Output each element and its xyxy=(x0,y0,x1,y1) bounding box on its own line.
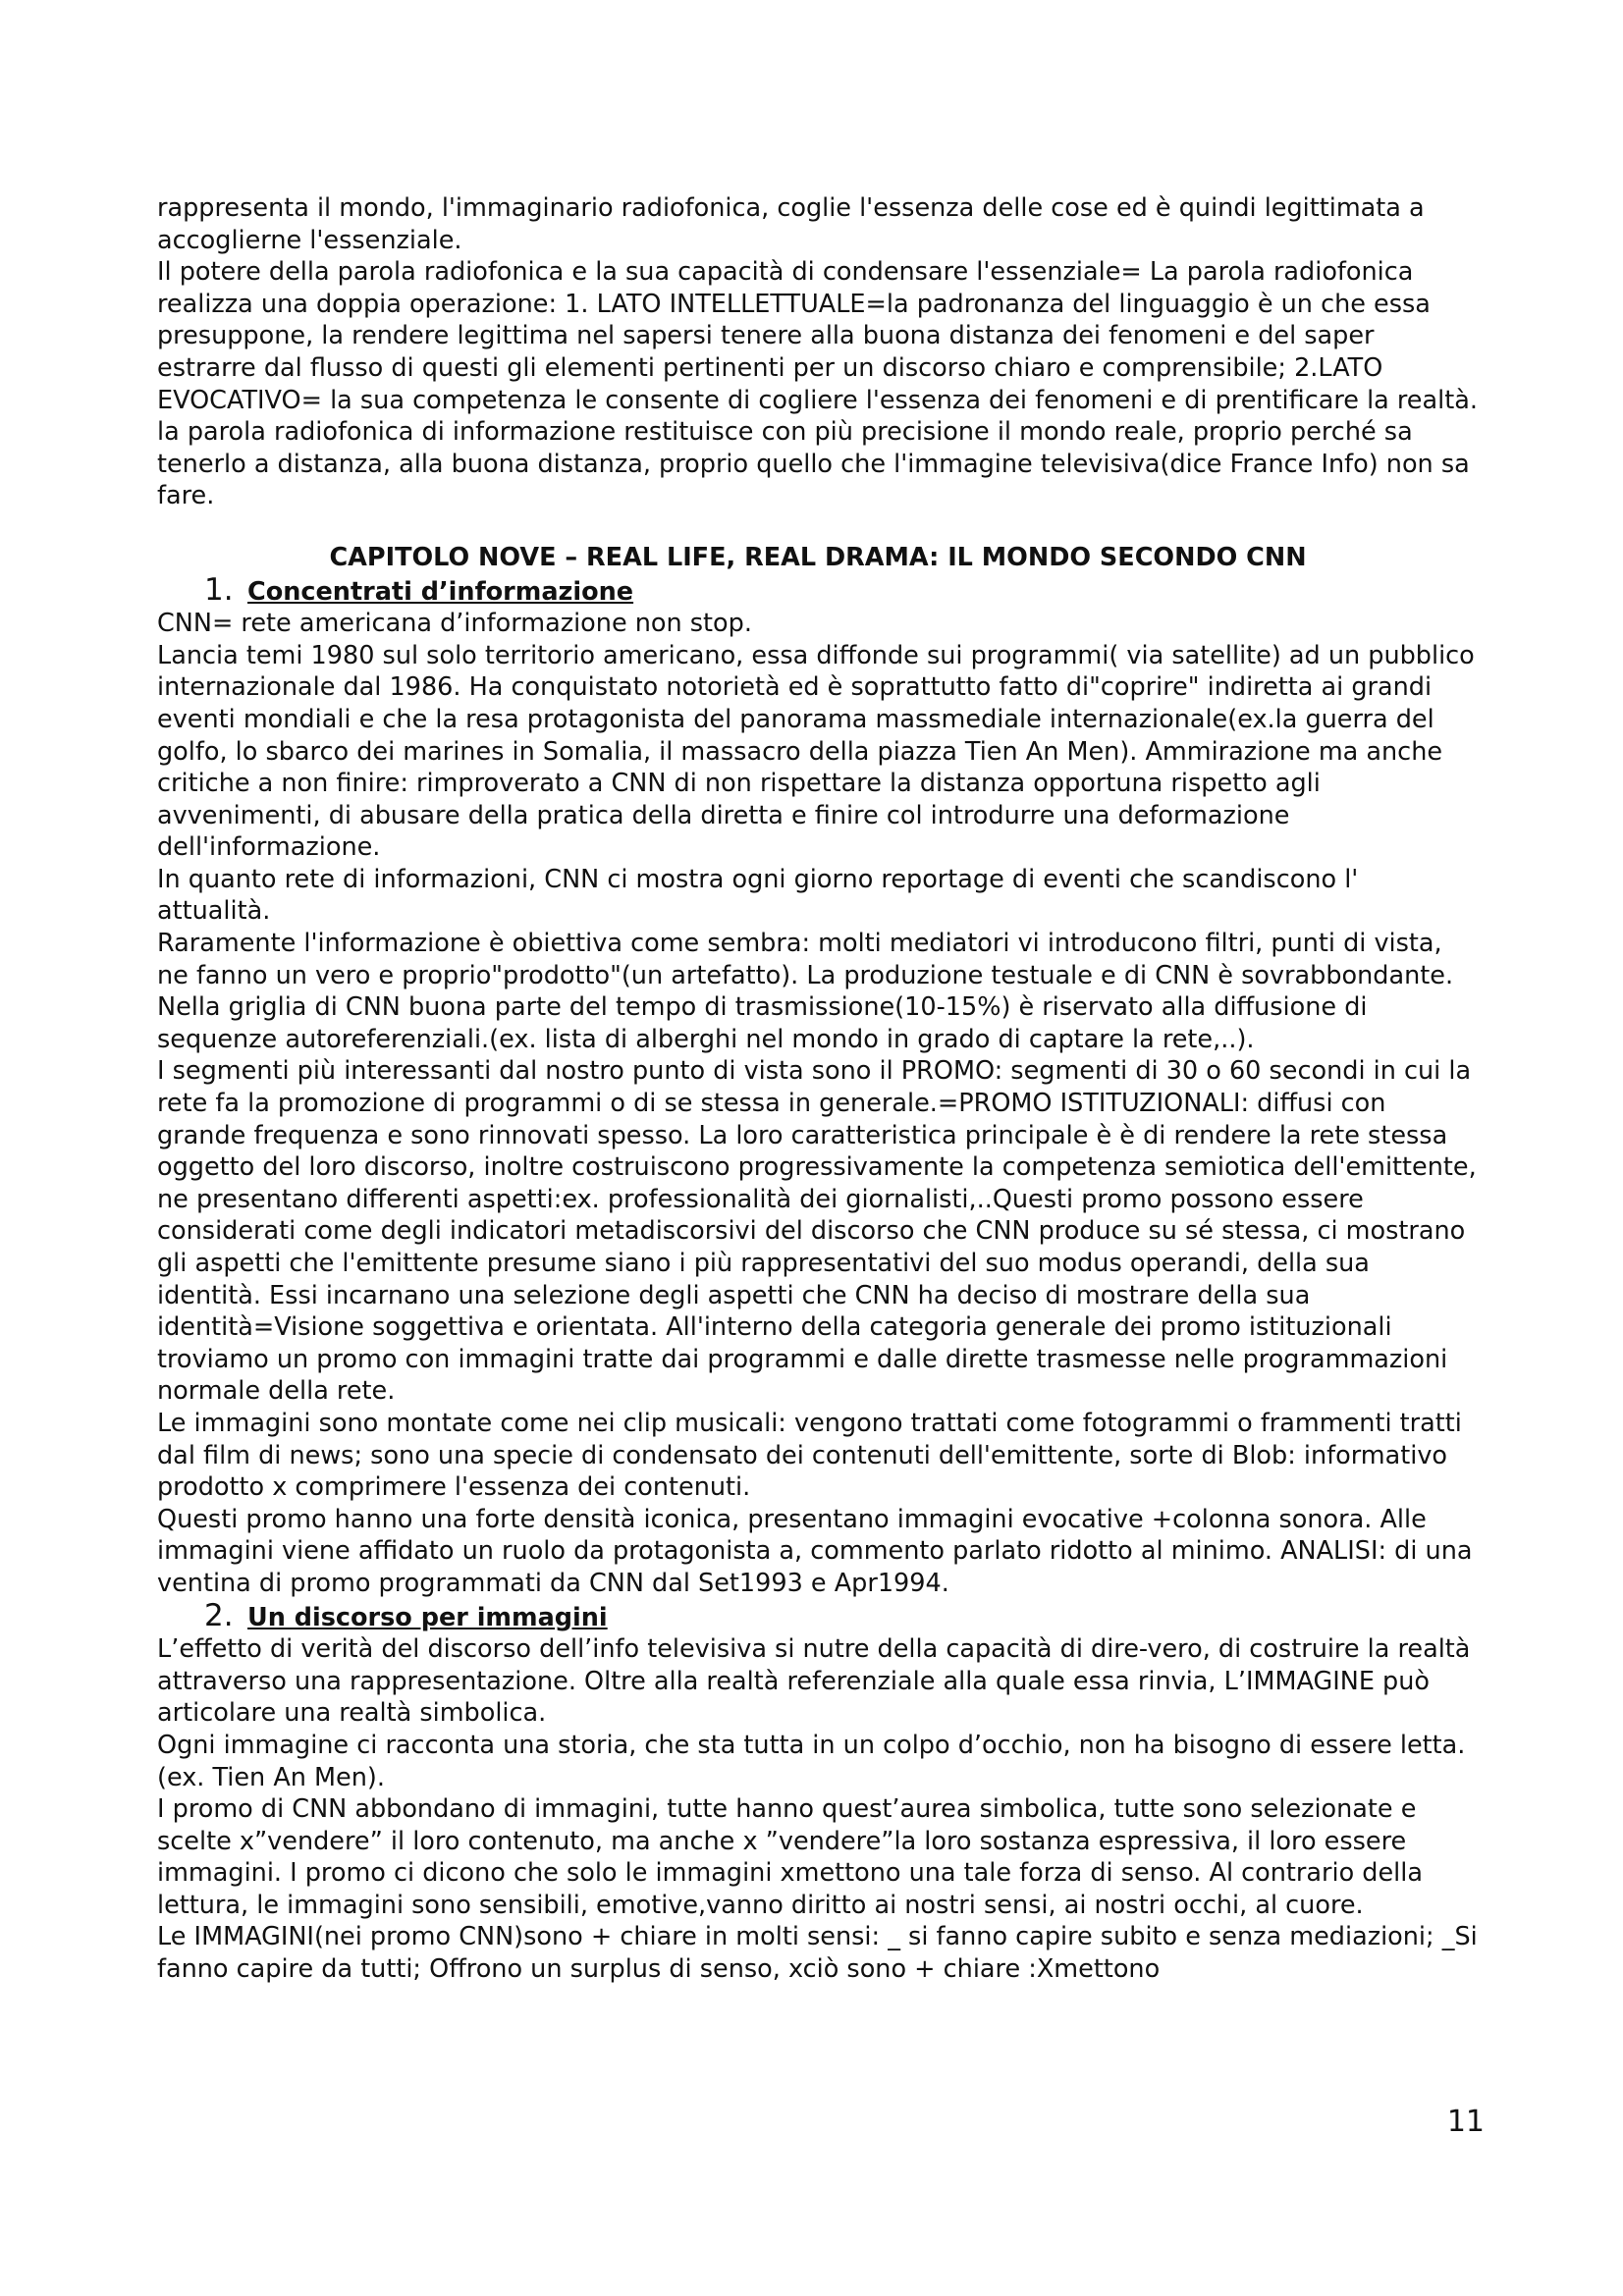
section-heading-1 xyxy=(204,571,1479,609)
paragraph: Le immagini sono montate come nei clip musicali: vengono trattati come fotogrammi o frammenti tratti dal film di news; sono una specie di condensato dei contenuti dell'emittente, sorte di Blob: informativo prodotto x comprimere l'essenza dei contenuti. xyxy=(157,1408,1462,1503)
paragraph: I segmenti più interessanti dal nostro punto di vista sono il PROMO: segmenti di 30 o 60 secondi in cui la rete fa la promozione di programmi o di se stessa in generale.=PROMO ISTITUZIONALI: diffusi con grande frequenza e sono rinnovati spesso. La loro caratteristica principale è è di rendere la rete stessa oggetto del loro discorso, inoltre costruiscono progressivamente la competenza semiotica dell'emittente, ne presentano differenti aspetti:ex. professionalità dei giornalisti,..Questi promo possono essere considerati come degli indicatori metadiscorsivi del discorso che CNN produce su sé stessa, ci mostrano gli aspetti che l'emittente presume siano i più rappresentativi del suo modus operandi, della sua identità. Essi incarnano una selezione degli aspetti che CNN ha deciso di mostrare della sua identità=Visione soggettiva e orientata. All'interno della categoria generale dei promo istituzionali troviamo un promo con immagini tratte dai programmi e dalle dirette trasmesse nelle programmazioni normale della rete. xyxy=(157,1056,1477,1407)
section-title: Concentrati d’informazione xyxy=(247,576,634,607)
paragraph: In quanto rete di informazioni, CNN ci mostra ogni giorno reportage di eventi che scandiscono l' attualità. xyxy=(157,864,1359,927)
page-body xyxy=(157,192,1479,1986)
paragraph: rappresenta il mondo, l'immaginario radiofonica, coglie l'essenza delle cose ed è quindi legittimata a accoglierne l'essenziale. xyxy=(157,193,1425,255)
paragraph: Questi promo hanno una forte densità iconica, presentano immagini evocative +colonna sonora. Alle immagini viene affidato un ruolo da protagonista a, commento parlato ridotto al minimo. ANALISI: di una ventina di promo programmati da CNN dal Set1993 e Apr1994. xyxy=(157,1504,1473,1598)
paragraph: la parola radiofonica di informazione restituisce con più precisione il mondo reale, proprio perché sa tenerlo a distanza, alla buona distanza, proprio quello che l'immagine televisiva(dice France Info) non sa fare. xyxy=(157,417,1470,511)
paragraph: I promo di CNN abbondano di immagini, tutte hanno quest’aurea simbolica, tutte sono selezionate e scelte x”vendere” il loro contenuto, ma anche x ”vendere”la loro sostanza espressiva, il loro essere immagini. I promo ci dicono che solo le immagini xmettono una tale forza di senso. Al contrario della lettura, le immagini sono sensibili, emotive,vanno diritto ai nostri sensi, ai nostri occhi, al cuore. xyxy=(157,1794,1423,1920)
chapter-heading: CAPITOLO NOVE – REAL LIFE, REAL DRAMA: IL MONDO SECONDO CNN xyxy=(329,542,1307,572)
paragraph: Il potere della parola radiofonica e la sua capacità di condensare l'essenziale= La parola radiofonica realizza una doppia operazione: 1. LATO INTELLETTUALE=la padronanza del linguaggio è un che essa presuppone, la rendere legittima nel sapersi tenere alla buona distanza dei fenomeni e del saper estrarre dal flusso di questi gli elementi pertinenti per un discorso chiaro e comprensibile; 2.LATO EVOCATIVO= la sua competenza le consente di cogliere l'essenza dei fenomeni e di prentificare la realtà. xyxy=(157,257,1478,415)
paragraph: Lancia temi 1980 sul solo territorio americano, essa diffonde sui programmi( via satellite) ad un pubblico internazionale dal 1986. Ha conquistato notorietà ed è soprattutto fatto di"coprire" indiretta ai grandi eventi mondiali e che la resa protagonista del panorama massmediale internazionale(ex.la guerra del golfo, lo sbarco dei marines in Somalia, il massacro della piazza Tien An Men). Ammirazione ma anche critiche a non finire: rimproverato a CNN di non rispettare la distanza opportuna rispetto agli avvenimenti, di abusare della pratica della diretta e finire col introdurre una deformazione dell'informazione. xyxy=(157,640,1475,863)
section-number: 2. xyxy=(204,1597,234,1633)
paragraph: L’effetto di verità del discorso dell’info televisiva si nutre della capacità di dire-vero, di costruire la realtà attraverso una rappresentazione. Oltre alla realtà referenziale alla quale essa rinvia, L’IMMAGINE può articolare una realtà simbolica. xyxy=(157,1634,1471,1729)
paragraph: Nella griglia di CNN buona parte del tempo di trasmissione(10-15%) è riservato alla diffusione di sequenze autoreferenziali.(ex. lista di alberghi nel mondo in grado di captare la rete,..). xyxy=(157,992,1368,1054)
paragraph: Raramente l'informazione è obiettiva come sembra: molti mediatori vi introducono filtri, punti di vista, ne fanno un vero e proprio"prodotto"(un artefatto). La produzione testuale e di CNN è sovrabbondante. xyxy=(157,929,1454,990)
paragraph: Le IMMAGINI(nei promo CNN)sono + chiare in molti sensi: _ si fanno capire subito e senza mediazioni; _Si fanno capire da tutti; Offrono un surplus di senso, xciò sono + chiare :Xmettono xyxy=(157,1922,1478,1985)
section-title: Un discorso per immagini xyxy=(247,1602,608,1632)
section-heading-2 xyxy=(204,1597,1479,1634)
paragraph: CNN= rete americana d’informazione non stop. xyxy=(157,609,752,639)
section-number: 1. xyxy=(204,571,234,608)
page-number: 11 xyxy=(1446,2105,1485,2139)
paragraph: Ogni immagine ci racconta una storia, che sta tutta in un colpo d’occhio, non ha bisogno di essere letta.(ex. Tien An Men). xyxy=(157,1730,1466,1792)
